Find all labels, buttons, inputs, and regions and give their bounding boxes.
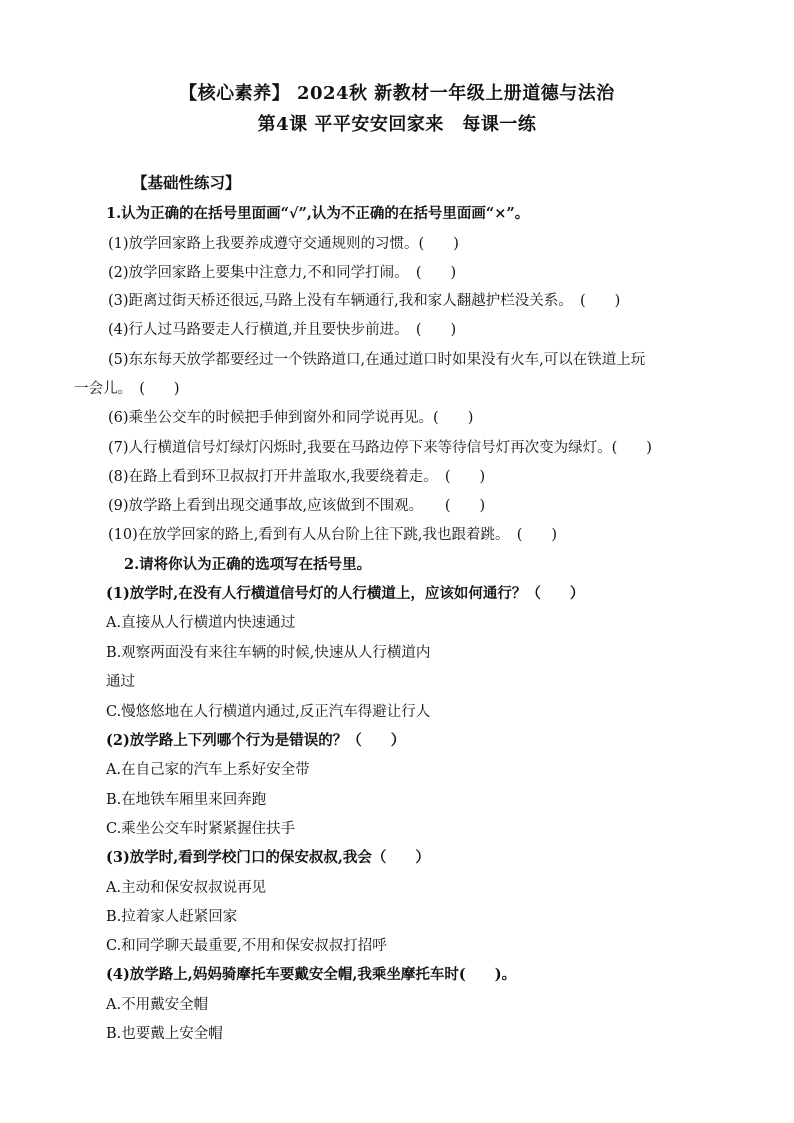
- q1-item-3: (3)距离过街天桥还很远,马路上没有车辆通行,我和家人翻越护栏没关系。 ( ): [108, 293, 621, 309]
- q1-item-4: (4)行人过马路要走人行横道,并且要快步前进。 ( ): [108, 322, 457, 338]
- q2-sub-1-option-b: B.观察两面没有来往车辆的时候,快速从人行横道内: [106, 645, 431, 661]
- question-2-title: 2.请将你认为正确的选项写在括号里。: [124, 556, 372, 573]
- page-subtitle: 第4课 平平安安回家来 每课一练: [257, 114, 537, 135]
- q2-sub-1-option-b-cont: 通过: [106, 674, 135, 690]
- q2-sub-2-option-b: B.在地铁车厢里来回奔跑: [106, 792, 267, 808]
- q1-item-7: (7)人行横道信号灯绿灯闪烁时,我要在马路边停下来等待信号灯再次变为绿灯。( ): [108, 440, 652, 456]
- q1-item-9: (9)放学路上看到出现交通事故,应该做到不围观。 ( ): [108, 498, 486, 514]
- q2-sub-3-question: (3)放学时,看到学校门口的保安叔叔,我会（ ）: [106, 849, 430, 866]
- q2-sub-1-option-a: A.直接从人行横道内快速通过: [106, 615, 296, 631]
- q2-sub-2-option-a: A.在自己家的汽车上系好安全带: [106, 762, 310, 778]
- q2-sub-4-option-a: A.不用戴安全帽: [106, 997, 209, 1013]
- q2-sub-3-option-b: B.拉着家人赶紧回家: [106, 909, 238, 925]
- q2-sub-1-question: (1)放学时,在没有人行横道信号灯的人行横道上，应该如何通行？（ ）: [106, 585, 585, 602]
- q1-item-2: (2)放学回家路上要集中注意力,不和同学打闹。 ( ): [108, 265, 457, 281]
- q1-item-1: (1)放学回家路上我要养成遵守交通规则的习惯。( ): [108, 236, 459, 252]
- q2-sub-4-option-b: B.也要戴上安全帽: [106, 1026, 223, 1042]
- q1-item-8: (8)在路上看到环卫叔叔打开井盖取水,我要绕着走。 ( ): [108, 469, 486, 485]
- q2-sub-3-option-a: A.主动和保安叔叔说再见: [106, 880, 267, 896]
- q2-sub-2-question: (2)放学路上下列哪个行为是错误的？（ ）: [106, 732, 406, 749]
- q2-sub-3-option-c: C.和同学聊天最重要,不用和保安叔叔打招呼: [106, 938, 387, 954]
- q1-item-10: (10)在放学回家的路上,看到有人从台阶上往下跳,我也跟着跳。 ( ): [108, 527, 558, 543]
- q2-sub-2-option-c: C.乘坐公交车时紧紧握住扶手: [106, 821, 296, 837]
- q1-item-6: (6)乘坐公交车的时候把手伸到窗外和同学说再见。( ): [108, 410, 474, 426]
- q2-sub-1-option-c: C.慢悠悠地在人行横道内通过,反正汽车得避让行人: [106, 704, 431, 720]
- q1-item-5-cont: 一会儿。 ( ): [74, 381, 180, 397]
- question-1-title: 1.认为正确的在括号里面画“√”,认为不正确的在括号里面画“×”。: [106, 205, 530, 222]
- q2-sub-4-question: (4)放学路上,妈妈骑摩托车要戴安全帽,我乘坐摩托车时( )。: [106, 966, 517, 983]
- section-label: 【基础性练习】: [132, 173, 241, 192]
- q1-item-5: (5)东东每天放学都要经过一个铁路道口,在通过道口时如果没有火车,可以在铁道上玩: [108, 352, 646, 368]
- page-title: 【核心素养】 2024秋 新教材一年级上册道德与法治: [179, 83, 615, 104]
